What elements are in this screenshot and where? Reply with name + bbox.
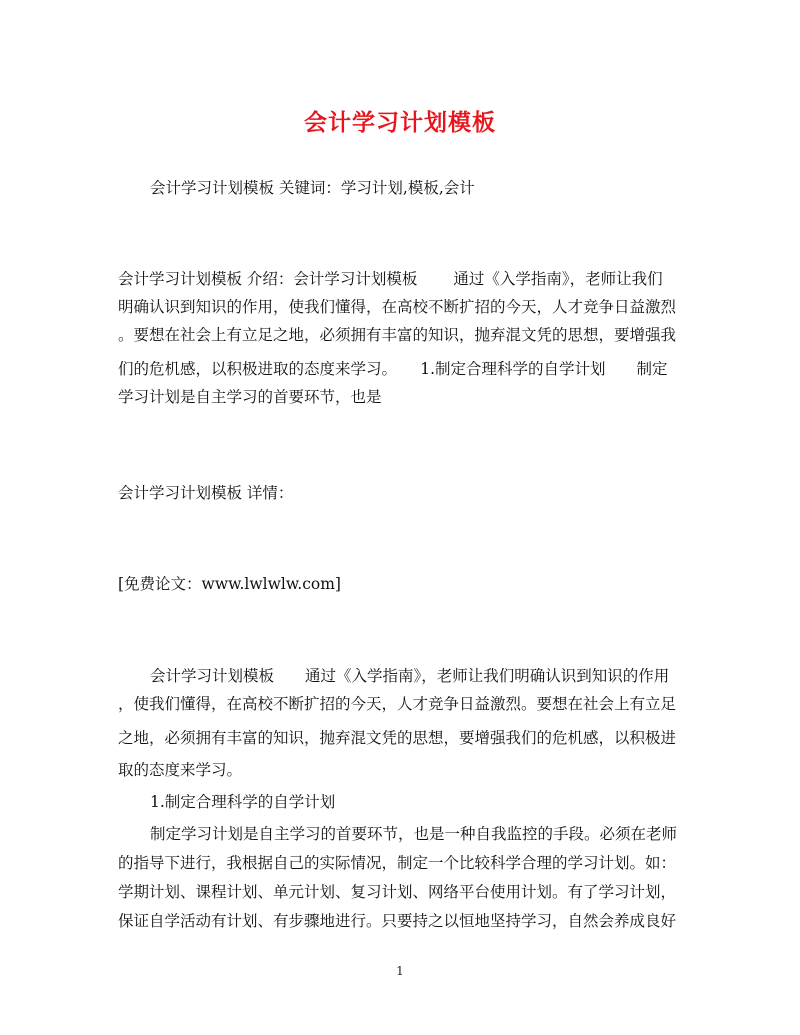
keywords-line: 会计学习计划模板 关键词：学习计划,模板,会计: [150, 179, 475, 197]
intro-line: 明确认识到知识的作用，使我们懂得，在高校不断扩招的今天，人才竞争日益激烈: [118, 298, 677, 316]
body-paragraph-line: 取的态度来学习。: [118, 761, 243, 779]
body-paragraph-line: 之地，必须拥有丰富的知识，抛弃混文凭的思想，要增强我们的危机感，以积极进: [118, 729, 677, 747]
intro-line: 们的危机感，以积极进取的态度来学习。 1.制定合理科学的自学计划 制定: [118, 360, 668, 378]
source-tag: [免费论文：www.lwlwlw.com]: [118, 575, 341, 593]
section-heading: 1.制定合理科学的自学计划: [150, 793, 336, 811]
body-paragraph-line: ，使我们懂得，在高校不断扩招的今天，人才竞争日益激烈。要想在社会上有立足: [118, 695, 677, 713]
page-number: 1: [396, 964, 404, 978]
body-paragraph-line: 保证自学活动有计划、有步骤地进行。只要持之以恒地坚持学习，自然会养成良好: [118, 912, 677, 930]
body-paragraph-line: 制定学习计划是自主学习的首要环节，也是一种自我监控的手段。必须在老师: [150, 825, 678, 843]
intro-line: 学习计划是自主学习的首要环节，也是: [118, 388, 382, 406]
document-title: 会计学习计划模板: [304, 110, 496, 136]
details-label: 会计学习计划模板 详情：: [118, 484, 294, 502]
body-paragraph-line: 的指导下进行，我根据自己的实际情况，制定一个比较科学合理的学习计划。如：: [118, 854, 677, 872]
body-paragraph-line: 会计学习计划模板 通过《入学指南》，老师让我们明确认识到知识的作用: [150, 667, 670, 685]
intro-line: 会计学习计划模板 介绍：会计学习计划模板 通过《入学指南》，老师让我们: [118, 270, 663, 288]
intro-line: 。要想在社会上有立足之地，必须拥有丰富的知识，抛弃混文凭的思想，要增强我: [118, 326, 677, 344]
body-paragraph-line: 学期计划、课程计划、单元计划、复习计划、网络平台使用计划。有了学习计划，: [118, 883, 677, 901]
